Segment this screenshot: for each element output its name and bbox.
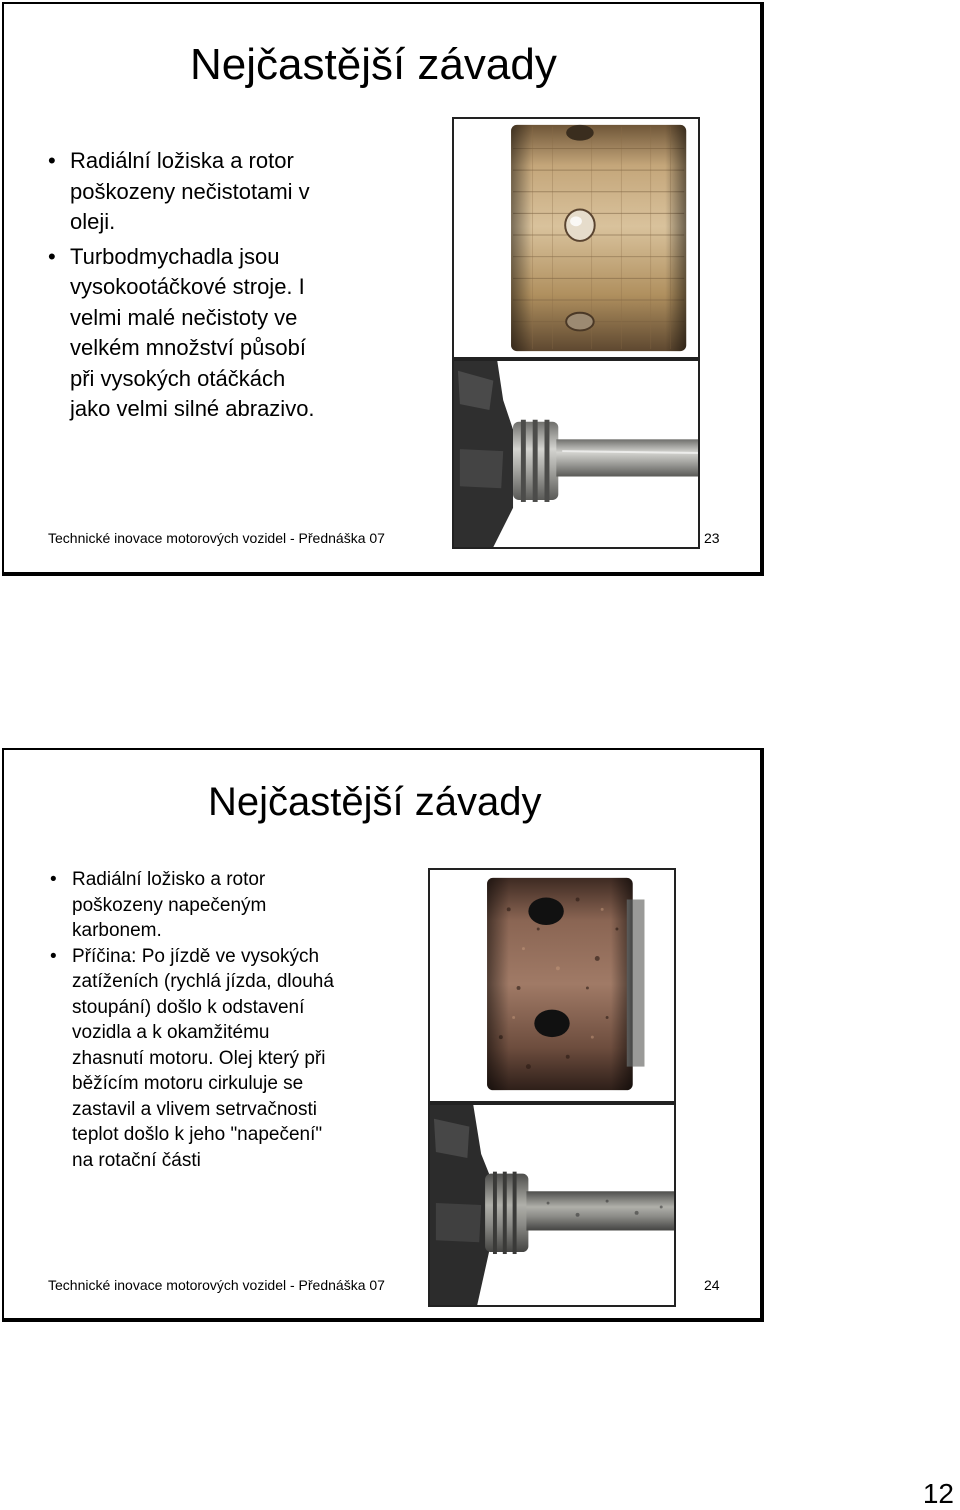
photo-rotor-shaft-carbon xyxy=(428,1103,676,1307)
slide-title: Nejčastější závady xyxy=(190,40,557,89)
carbon-bushing-illustration xyxy=(430,870,674,1101)
sheet-page-number: 12 xyxy=(922,1478,954,1509)
photo-bearing-bushing-carbon xyxy=(428,868,676,1103)
photo-rotor-shaft-worn xyxy=(452,359,700,549)
slide-title: Nejčastější závady xyxy=(208,780,542,824)
slide-24 xyxy=(2,748,764,1322)
photo-bearing-bushing-worn xyxy=(452,117,700,359)
slide-footer: Technické inovace motorových vozidel - Přednáška 07 xyxy=(48,1277,385,1293)
bullet-list xyxy=(50,867,390,1173)
bullet-list xyxy=(48,146,388,425)
rotor-shaft-illustration xyxy=(454,361,698,547)
bullet-item: • Radiální ložiska a rotor poškozeny nečistotami v oleji. xyxy=(48,146,388,238)
bullet-item: • Turbodmychadla jsou vysokootáčkové stroje. I velmi malé nečistoty ve velkém množství působí při vysokých otáčkách jako velmi silné abrazivo. xyxy=(48,242,388,425)
carbon-shaft-illustration xyxy=(430,1105,674,1305)
bullet-item: • Radiální ložisko a rotor poškozeny napečeným karbonem. xyxy=(50,867,390,944)
bearing-bushing-illustration xyxy=(454,119,698,357)
slide-footer: Technické inovace motorových vozidel - Přednáška 07 xyxy=(48,530,385,546)
slide-page-number: 23 xyxy=(704,530,720,546)
slide-page-number: 24 xyxy=(704,1277,720,1293)
slide-23 xyxy=(2,2,764,576)
bullet-item: • Příčina: Po jízdě ve vysokých zatíženích (rychlá jízda, dlouhá stoupání) došlo k odstavení vozidla a k okamžitému zhasnutí motoru. Olej který při běžícím motoru cirkuluje se zastavil a vlivem setrvačnosti teplot došlo k jeho "napečení" na rotační části xyxy=(50,944,390,1174)
